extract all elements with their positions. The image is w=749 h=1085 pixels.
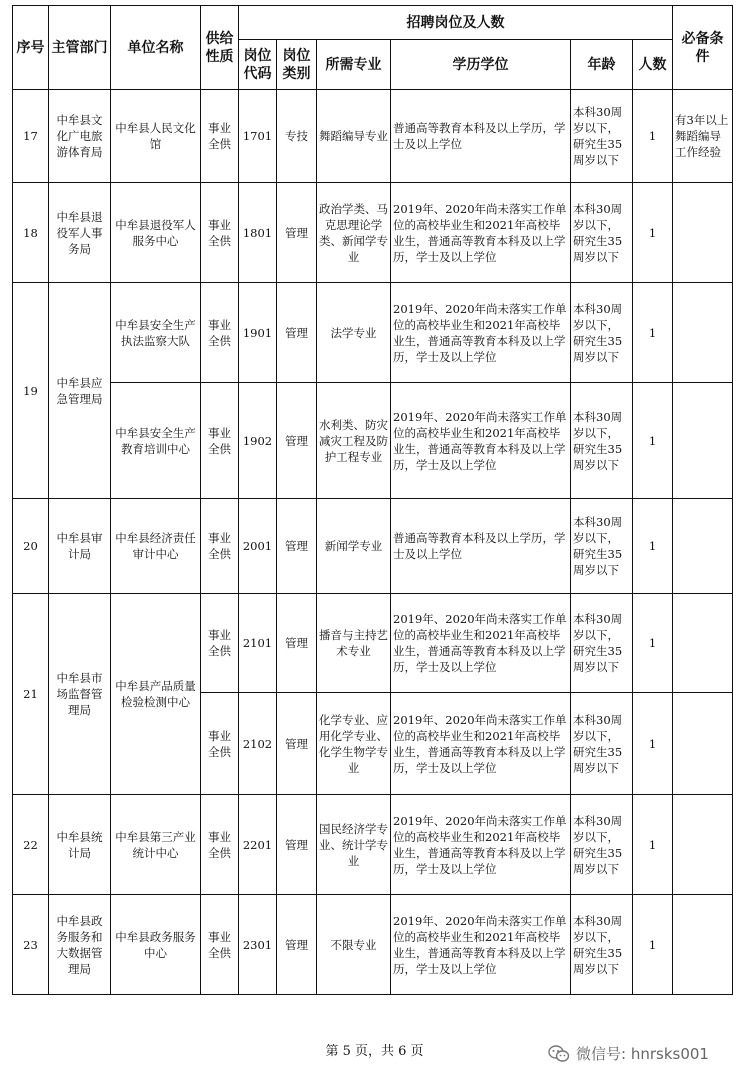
cell-major: 国民经济学专业、统计学专业 xyxy=(317,795,391,895)
cell-count: 1 xyxy=(633,499,673,594)
cell-count: 1 xyxy=(633,183,673,283)
header-row-1 xyxy=(13,6,733,40)
cell-code: 1801 xyxy=(239,183,277,283)
cell-age: 本科30周岁以下，研究生35周岁以下 xyxy=(571,90,633,183)
cell-type: 管理 xyxy=(277,283,317,383)
cell-type: 专技 xyxy=(277,90,317,183)
cell-edu: 普通高等教育本科及以上学历，学士及以上学位 xyxy=(391,90,571,183)
cell-major: 新闻学专业 xyxy=(317,499,391,594)
header-type: 岗位类别 xyxy=(277,40,317,90)
cell-seq: 20 xyxy=(13,499,49,594)
watermark-text: 微信号: hnrsks001 xyxy=(576,1045,709,1063)
cell-count: 1 xyxy=(633,383,673,499)
cell-seq: 19 xyxy=(13,283,49,499)
cell-funding: 事业全供 xyxy=(201,283,239,383)
header-count: 人数 xyxy=(633,40,673,90)
header-edu: 学历学位 xyxy=(391,40,571,90)
cell-funding: 事业全供 xyxy=(201,183,239,283)
cell-req xyxy=(673,795,733,895)
cell-edu: 2019年、2020年尚未落实工作单位的高校毕业生和2021年高校毕业生，普通高等教育本科及以上学历，学士及以上学位 xyxy=(391,594,571,693)
cell-unit: 中牟县安全生产执法监察大队 xyxy=(111,283,201,383)
header-unit: 单位名称 xyxy=(111,6,201,90)
cell-unit: 中牟县产品质量检验检测中心 xyxy=(111,594,201,795)
cell-edu: 普通高等教育本科及以上学历，学士及以上学位 xyxy=(391,499,571,594)
cell-code: 1902 xyxy=(239,383,277,499)
header-dept: 主管部门 xyxy=(49,6,111,90)
cell-req xyxy=(673,499,733,594)
cell-count: 1 xyxy=(633,90,673,183)
cell-req xyxy=(673,594,733,693)
cell-unit: 中牟县人民文化馆 xyxy=(111,90,201,183)
table-row xyxy=(13,283,733,383)
recruitment-table xyxy=(12,5,733,995)
cell-major: 舞蹈编导专业 xyxy=(317,90,391,183)
cell-seq: 22 xyxy=(13,795,49,895)
cell-code: 2301 xyxy=(239,895,277,995)
cell-funding: 事业全供 xyxy=(201,499,239,594)
table-row xyxy=(13,90,733,183)
cell-type: 管理 xyxy=(277,594,317,693)
cell-req: 有3年以上舞蹈编导工作经验 xyxy=(673,90,733,183)
cell-type: 管理 xyxy=(277,383,317,499)
cell-dept: 中牟县审计局 xyxy=(49,499,111,594)
cell-age: 本科30周岁以下，研究生35周岁以下 xyxy=(571,795,633,895)
cell-count: 1 xyxy=(633,283,673,383)
cell-seq: 21 xyxy=(13,594,49,795)
header-funding: 供给性质 xyxy=(201,6,239,90)
cell-unit: 中牟县安全生产教育培训中心 xyxy=(111,383,201,499)
cell-unit: 中牟县经济责任审计中心 xyxy=(111,499,201,594)
cell-edu: 2019年、2020年尚未落实工作单位的高校毕业生和2021年高校毕业生，普通高等教育本科及以上学历，学士及以上学位 xyxy=(391,693,571,795)
cell-type: 管理 xyxy=(277,693,317,795)
cell-unit: 中牟县政务服务中心 xyxy=(111,895,201,995)
cell-funding: 事业全供 xyxy=(201,693,239,795)
cell-edu: 2019年、2020年尚未落实工作单位的高校毕业生和2021年高校毕业生，普通高等教育本科及以上学历，学士及以上学位 xyxy=(391,795,571,895)
cell-edu: 2019年、2020年尚未落实工作单位的高校毕业生和2021年高校毕业生，普通高等教育本科及以上学历，学士及以上学位 xyxy=(391,383,571,499)
cell-funding: 事业全供 xyxy=(201,895,239,995)
cell-req xyxy=(673,283,733,383)
cell-age: 本科30周岁以下，研究生35周岁以下 xyxy=(571,499,633,594)
cell-code: 2101 xyxy=(239,594,277,693)
cell-code: 1901 xyxy=(239,283,277,383)
header-code: 岗位代码 xyxy=(239,40,277,90)
cell-count: 1 xyxy=(633,895,673,995)
cell-funding: 事业全供 xyxy=(201,795,239,895)
cell-type: 管理 xyxy=(277,795,317,895)
cell-type: 管理 xyxy=(277,183,317,283)
cell-req xyxy=(673,383,733,499)
cell-unit: 中牟县第三产业统计中心 xyxy=(111,795,201,895)
cell-seq: 18 xyxy=(13,183,49,283)
table-row xyxy=(13,183,733,283)
cell-funding: 事业全供 xyxy=(201,594,239,693)
table-row xyxy=(13,795,733,895)
cell-age: 本科30周岁以下，研究生35周岁以下 xyxy=(571,183,633,283)
cell-major: 播音与主持艺术专业 xyxy=(317,594,391,693)
cell-age: 本科30周岁以下，研究生35周岁以下 xyxy=(571,594,633,693)
cell-code: 2201 xyxy=(239,795,277,895)
cell-dept: 中牟县政务服务和大数据管理局 xyxy=(49,895,111,995)
header-seq: 序号 xyxy=(13,6,49,90)
cell-code: 2001 xyxy=(239,499,277,594)
table-row xyxy=(13,383,733,499)
wechat-watermark xyxy=(548,1043,709,1064)
wechat-icon xyxy=(548,1045,570,1063)
header-age: 年龄 xyxy=(571,40,633,90)
cell-code: 1701 xyxy=(239,90,277,183)
cell-funding: 事业全供 xyxy=(201,90,239,183)
cell-major: 水利类、防灾减灾工程及防护工程专业 xyxy=(317,383,391,499)
cell-dept: 中牟县退役军人事务局 xyxy=(49,183,111,283)
cell-count: 1 xyxy=(633,594,673,693)
cell-code: 2102 xyxy=(239,693,277,795)
cell-seq: 23 xyxy=(13,895,49,995)
header-req: 必备条件 xyxy=(673,6,733,90)
cell-edu: 2019年、2020年尚未落实工作单位的高校毕业生和2021年高校毕业生，普通高等教育本科及以上学历，学士及以上学位 xyxy=(391,895,571,995)
cell-age: 本科30周岁以下，研究生35周岁以下 xyxy=(571,895,633,995)
cell-req xyxy=(673,895,733,995)
cell-count: 1 xyxy=(633,795,673,895)
table-row xyxy=(13,499,733,594)
cell-edu: 2019年、2020年尚未落实工作单位的高校毕业生和2021年高校毕业生，普通高等教育本科及以上学历，学士及以上学位 xyxy=(391,283,571,383)
cell-count: 1 xyxy=(633,693,673,795)
cell-seq: 17 xyxy=(13,90,49,183)
cell-type: 管理 xyxy=(277,895,317,995)
cell-major: 不限专业 xyxy=(317,895,391,995)
cell-age: 本科30周岁以下，研究生35周岁以下 xyxy=(571,283,633,383)
page-footer: 第 5 页，共 6 页 xyxy=(325,1044,424,1059)
cell-dept: 中牟县应急管理局 xyxy=(49,283,111,499)
cell-dept: 中牟县市场监督管理局 xyxy=(49,594,111,795)
cell-req xyxy=(673,693,733,795)
cell-dept: 中牟县统计局 xyxy=(49,795,111,895)
table-row xyxy=(13,594,733,693)
table-row xyxy=(13,895,733,995)
cell-dept: 中牟县文化广电旅游体育局 xyxy=(49,90,111,183)
cell-major: 政治学类、马克思理论学类、新闻学专业 xyxy=(317,183,391,283)
cell-unit: 中牟县退役军人服务中心 xyxy=(111,183,201,283)
cell-funding: 事业全供 xyxy=(201,383,239,499)
header-group: 招聘岗位及人数 xyxy=(239,6,673,40)
cell-age: 本科30周岁以下，研究生35周岁以下 xyxy=(571,383,633,499)
cell-age: 本科30周岁以下，研究生35周岁以下 xyxy=(571,693,633,795)
cell-req xyxy=(673,183,733,283)
cell-type: 管理 xyxy=(277,499,317,594)
cell-edu: 2019年、2020年尚未落实工作单位的高校毕业生和2021年高校毕业生，普通高等教育本科及以上学历，学士及以上学位 xyxy=(391,183,571,283)
cell-major: 化学专业、应用化学专业、化学生物学专业 xyxy=(317,693,391,795)
cell-major: 法学专业 xyxy=(317,283,391,383)
header-major: 所需专业 xyxy=(317,40,391,90)
